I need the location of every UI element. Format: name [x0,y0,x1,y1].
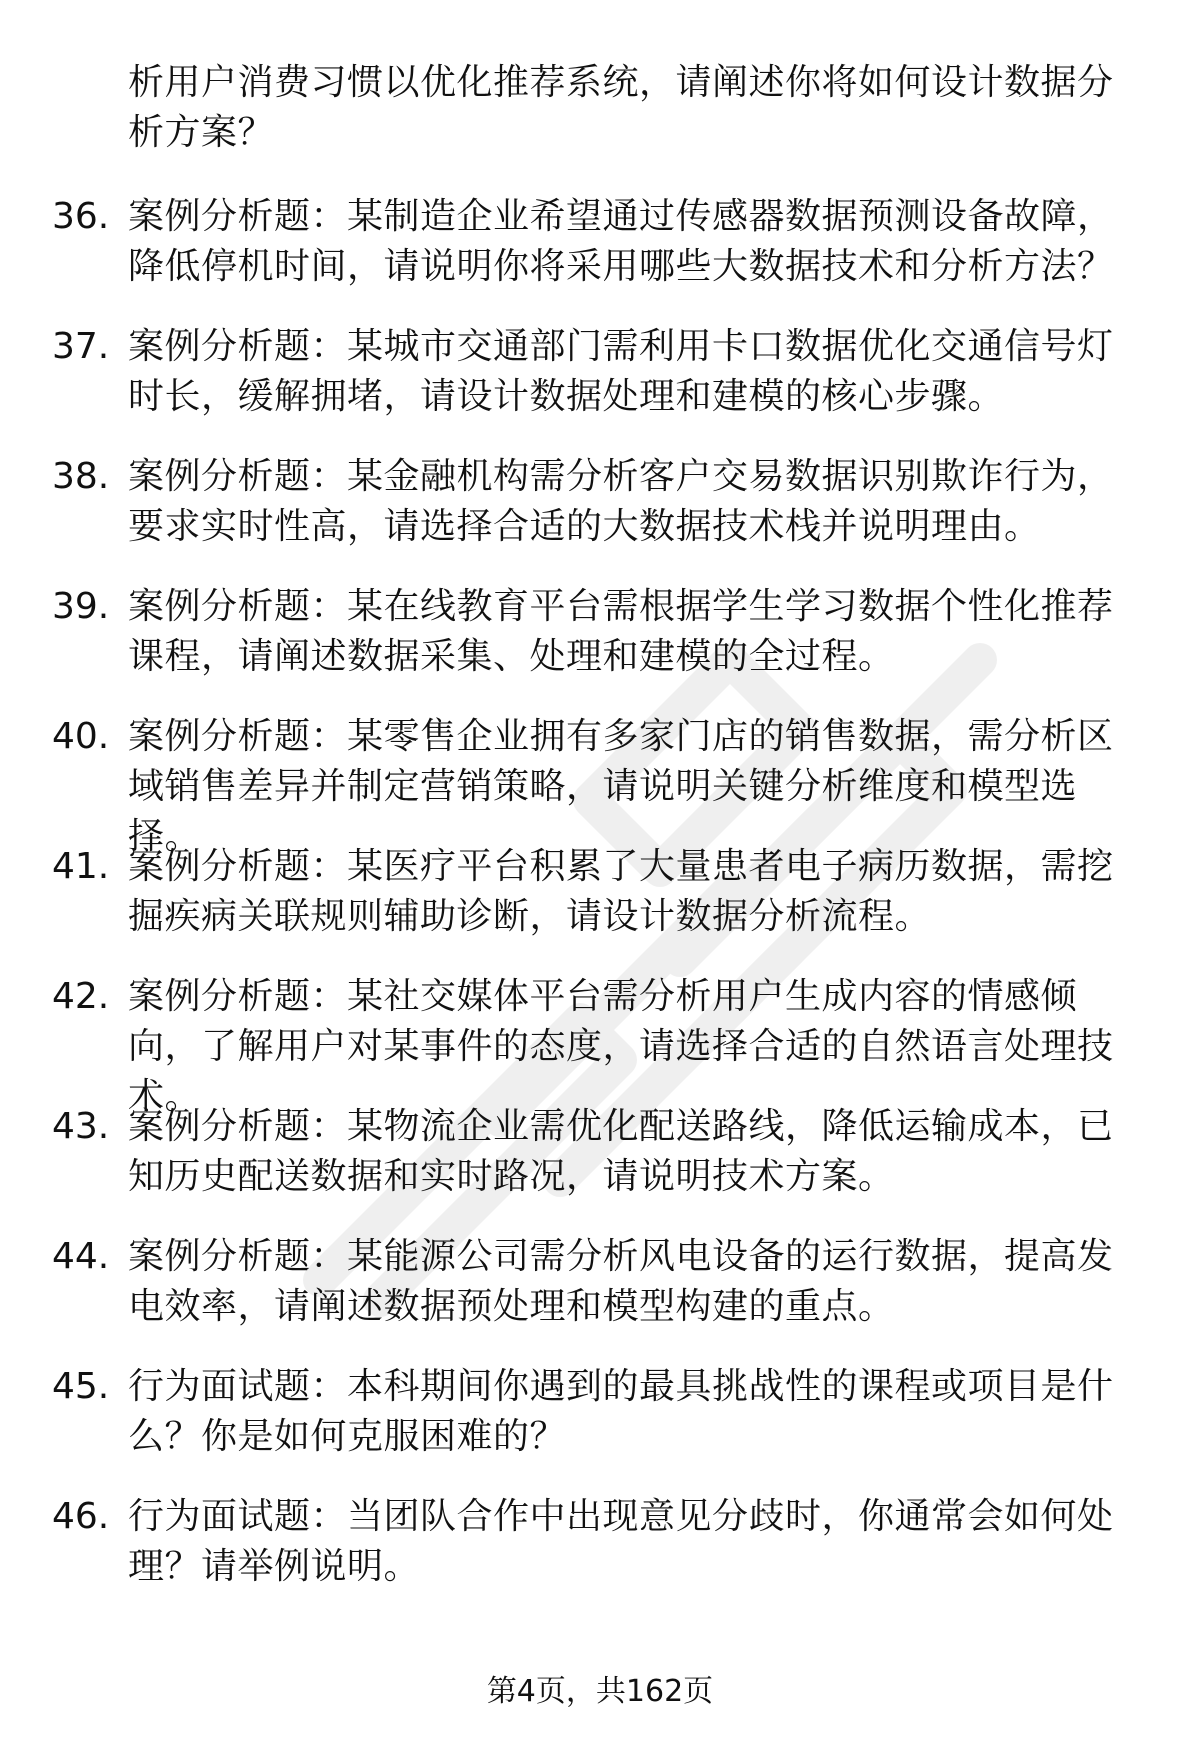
list-item [52,712,1142,857]
question-number: 39. [52,586,110,627]
question-number: 37. [52,326,110,367]
question-number: 45. [52,1366,110,1407]
list-item [52,972,1142,1117]
list-item [52,322,1142,452]
list-item [52,842,1142,972]
question-text: 案例分析题：某能源公司需分析风电设备的运行数据，提高发电效率，请阐述数据预处理和模型构建的重点。 [128,1236,1114,1327]
page-footer: 第4页，共162页 [486,1674,714,1709]
question-text: 案例分析题：某制造企业希望通过传感器数据预测设备故障，降低停机时间，请说明你将采用哪些大数据技术和分析方法？ [128,196,1114,287]
question-text: 案例分析题：某在线教育平台需根据学生学习数据个性化推荐课程，请阐述数据采集、处理和建模的全过程。 [128,586,1114,677]
intro-paragraph: 析用户消费习惯以优化推荐系统，请阐述你将如何设计数据分析方案？ [128,62,1114,153]
question-text: 案例分析题：某城市交通部门需利用卡口数据优化交通信号灯时长，缓解拥堵，请设计数据处理和建模的核心步骤。 [128,326,1114,417]
question-number: 42. [52,976,110,1017]
list-item [52,582,1142,712]
question-number: 46. [52,1496,110,1537]
question-text: 案例分析题：某金融机构需分析客户交易数据识别欺诈行为，要求实时性高，请选择合适的大数据技术栈并说明理由。 [128,456,1114,547]
list-item [52,452,1142,582]
question-text: 案例分析题：某零售企业拥有多家门店的销售数据，需分析区域销售差异并制定营销策略，请说明关键分析维度和模型选择。 [128,716,1114,857]
list-item [52,192,1142,322]
question-number: 38. [52,456,110,497]
question-number: 44. [52,1236,110,1277]
question-number: 41. [52,846,110,887]
question-text: 行为面试题：当团队合作中出现意见分歧时，你通常会如何处理？请举例说明。 [128,1496,1114,1587]
question-text: 案例分析题：某物流企业需优化配送路线，降低运输成本，已知历史配送数据和实时路况，请说明技术方案。 [128,1106,1114,1197]
question-list [52,192,1142,1622]
question-number: 43. [52,1106,110,1147]
list-item [52,1102,1142,1232]
question-text: 行为面试题：本科期间你遇到的最具挑战性的课程或项目是什么？你是如何克服困难的？ [128,1366,1114,1457]
list-item [52,1362,1142,1492]
question-number: 40. [52,716,110,757]
question-text: 案例分析题：某医疗平台积累了大量患者电子病历数据，需挖掘疾病关联规则辅助诊断，请设计数据分析流程。 [128,846,1114,937]
question-text: 案例分析题：某社交媒体平台需分析用户生成内容的情感倾向，了解用户对某事件的态度，请选择合适的自然语言处理技术。 [128,976,1114,1117]
question-number: 36. [52,196,110,237]
list-item [52,1492,1142,1622]
list-item [52,1232,1142,1362]
